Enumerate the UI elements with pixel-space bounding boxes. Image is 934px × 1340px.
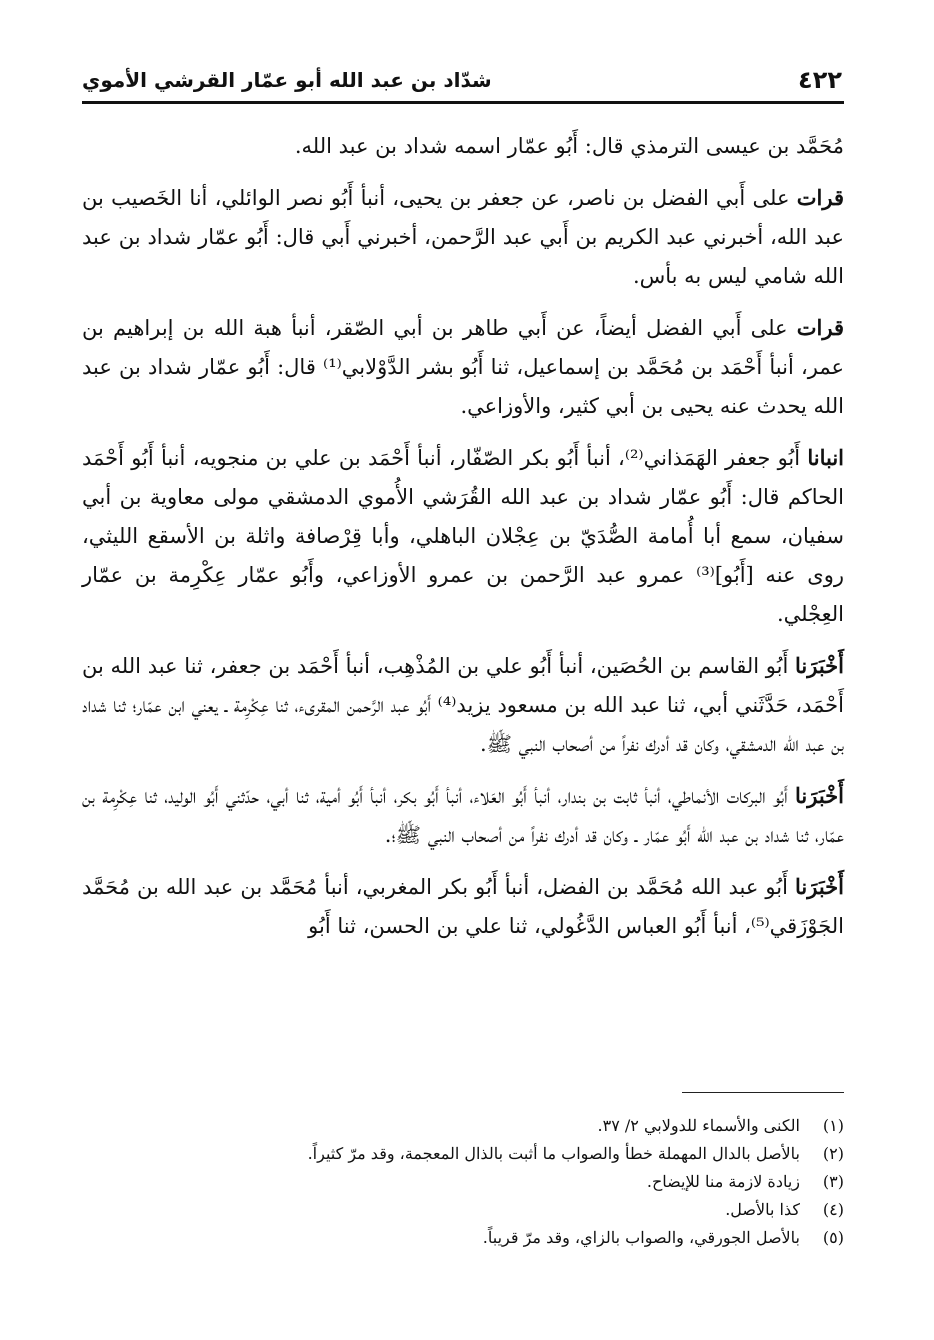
footnote xyxy=(82,1196,844,1224)
running-title: شدّاد بن عبد الله أبو عمّار القرشي الأموي xyxy=(82,68,492,92)
paragraph xyxy=(82,178,844,296)
paragraph xyxy=(82,438,844,634)
footnote-number: (٤) xyxy=(822,1200,844,1219)
footnote-text: الكنى والأسماء للدولابي ٢/ ٣٧. xyxy=(597,1116,800,1135)
paragraph xyxy=(82,646,844,764)
paragraph xyxy=(82,308,844,426)
footnote-number: (٣) xyxy=(822,1172,844,1191)
footnote xyxy=(82,1168,844,1196)
paragraph-text: مُحَمَّد بن عيسى الترمذي قال: أَبُو عمّار اسمه شداد بن عبد الله. xyxy=(294,134,844,158)
paragraph-text: أَبُو عبد الله مُحَمَّد بن الفضل، أنبأ أَبُو بكر المغربي، أنبأ مُحَمَّد بن عبد الله بن مُحَمَّد الجَوْزَقي⁽⁵⁾، أنبأ أَبُو العباس الدَّغُولي، ثنا علي بن الحسن، ثنا أَبُو xyxy=(82,875,844,938)
paragraph-text: على أَبي الفضل أيضاً، عن أَبي طاهر بن أبي الصّقر، أنبأ هبة الله بن إبراهيم بن عمر، أنبأ أَحْمَد بن مُحَمَّد بن إسماعيل، ثنا أَبُو بشر الدَّوْلابي⁽¹⁾ قال: أَبُو عمّار شداد بن عبد الله يحدث عنه يحيى بن أبي كثير، والأوزاعي. xyxy=(82,316,844,418)
paragraph-lead: قرات xyxy=(796,315,844,340)
footnote xyxy=(82,1224,844,1252)
header-rule xyxy=(82,101,844,104)
paragraph-lead: أَخْبَرَنا xyxy=(795,783,844,808)
main-text xyxy=(82,126,844,958)
footnote-number: (٥) xyxy=(822,1228,844,1247)
paragraph xyxy=(82,867,844,946)
footnote-text: زيادة لازمة منا للإيضاح. xyxy=(646,1172,800,1191)
paragraph-text: أَبُو جعفر الهَمَذاني⁽²⁾، أنبأ أَبُو بكر الصّفّار، أنبأ أَحْمَد بن علي بن منجويه، أنبأ أَبُو أَحْمَد الحاكم قال: أَبُو عمّار شداد بن عبد الله القُرَشي الأُموي الدمشقي مولى معاوية بن أبي سفيان، سمع أبا أُمامة الصُّدَيّ بن عِجْلان الباهلي، وأبا قِرْصافة واثلة بن الأسقع الليثي، روى عنه [أَبُو]⁽³⁾ عمرو عبد الرَّحمن بن عمرو الأوزاعي، وأَبُو عمّار عِكْرِمة بن عمّار العِجْلي. xyxy=(82,446,844,626)
footnotes xyxy=(82,1112,844,1252)
footnote xyxy=(82,1112,844,1140)
paragraph-lead: قرات xyxy=(796,185,844,210)
paragraph-text: أَبُو البركات الأنماطي، أنبأ ثابت بن بندار، أنبأ أَبُو العَلاء، أنبأ أَبُو بكر، أنبأ أَبُو أمية، ثنا أبي، حدّثني أَبُو الوليد، ثنا عِكْرِمة بن عمّار، ثنا شداد بن عبد الله أَبُو عمّار ـ وكان قد أدرك نفراً من أصحاب النبي ﷺ؛. xyxy=(82,784,844,847)
paragraph-lead: انبانا xyxy=(807,445,845,470)
footnote-text: كذا بالأصل. xyxy=(725,1200,800,1219)
footnote-number: (١) xyxy=(822,1116,844,1135)
footnote-rule xyxy=(682,1092,844,1093)
footnote-text: بالأصل بالدال المهملة خطأ والصواب ما أثبت بالذال المعجمة، وقد مرّ كثيراً. xyxy=(307,1144,800,1163)
page-header xyxy=(82,66,842,100)
paragraph-lead: أَخْبَرَنا xyxy=(795,874,844,899)
footnote-number: (٢) xyxy=(822,1144,844,1163)
paragraph-lead: أَخْبَرَنا xyxy=(795,653,844,678)
paragraph xyxy=(82,776,844,855)
paragraph-text: على أَبي الفضل بن ناصر، عن جعفر بن يحيى، أنبأ أَبُو نصر الوائلي، أنا الخَصيب بن عبد الله، أخبرني عبد الكريم بن أَبي عبد الرَّحمن، أخبرني أَبي قال: أَبُو عمّار شداد بن عبد الله شامي ليس به بأس. xyxy=(82,186,844,288)
page-number: ٤٢٢ xyxy=(798,66,842,94)
footnote xyxy=(82,1140,844,1168)
paragraph xyxy=(82,126,844,166)
footnote-text: بالأصل الجورقي، والصواب بالزاي، وقد مرّ قريباً. xyxy=(482,1228,800,1247)
paragraph-text: أَبُو القاسم بن الحُصَين، أنبأ أَبُو علي بن المُذْهِب، أنبأ أَحْمَد بن جعفر، ثنا عبد الله بن أَحْمَد، حَدَّثَني أبي، ثنا عبد الله بن مسعود يزيد⁽⁴⁾ أَبُو عبد الرَّحمن المقرىء، ثنا عِكْرِمة ـ يعني ابن عمّار؛ ثنا شداد بن عبد الله الدمشقي، وكان قد أدرك نفراً من أصحاب النبي ﷺ. xyxy=(82,654,844,756)
